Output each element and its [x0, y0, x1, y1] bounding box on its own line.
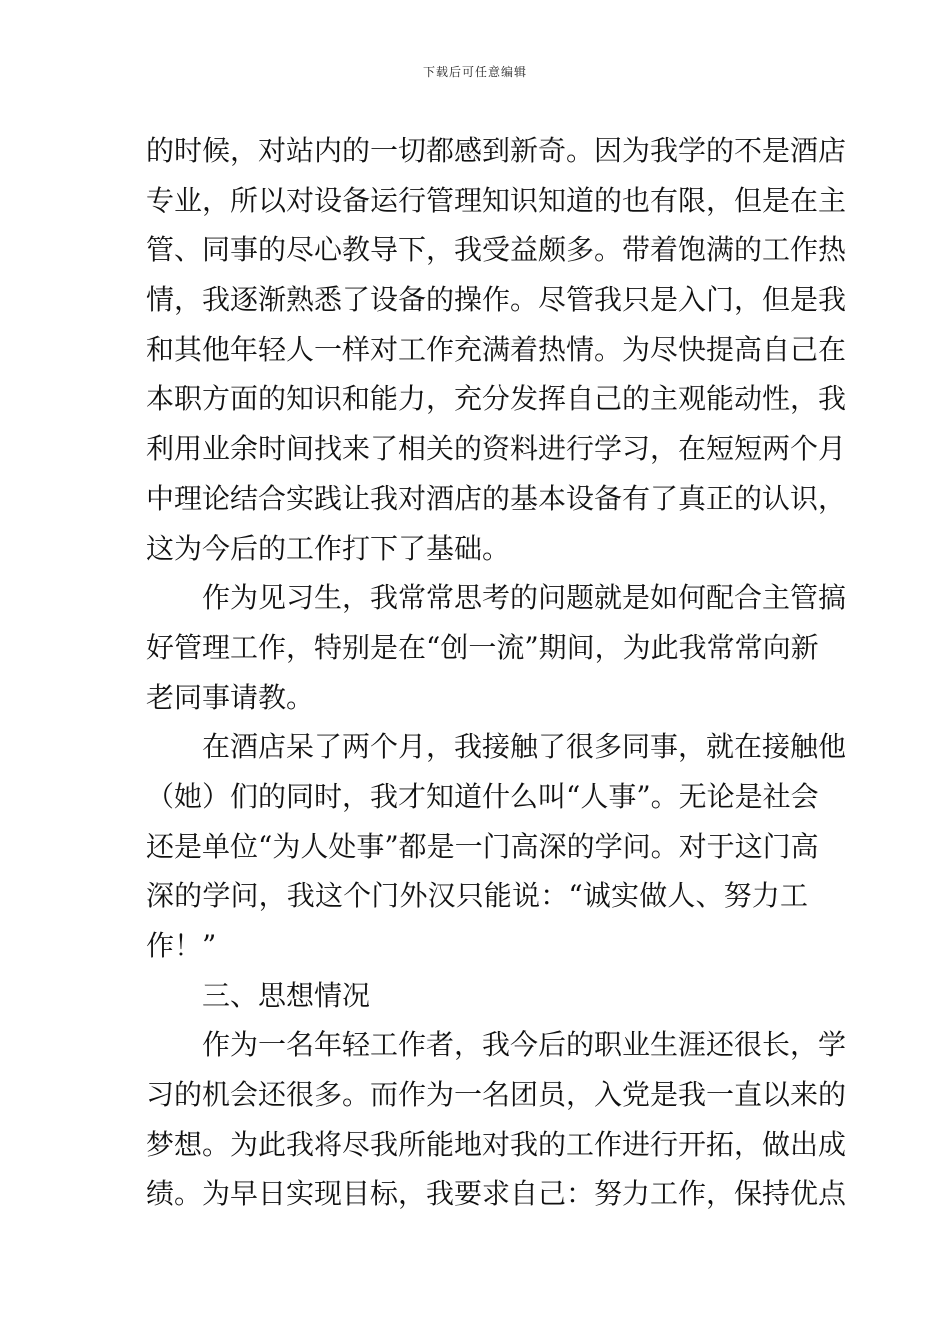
body-line: 好管理工作，特别是在“创一流”期间，为此我常常向新 [146, 630, 819, 664]
body-text [146, 126, 847, 1219]
body-line: 老同事请教。 [146, 680, 315, 714]
page-header: 下载后可任意编辑 [422, 65, 527, 79]
body-line: 深的学问，我这个门外汉只能说：“诚实做人、努力工 [146, 879, 808, 913]
body-line: 习的机会还很多。而作为一名团员，入党是我一直以来的 [146, 1078, 847, 1112]
body-line: 专业，所以对设备运行管理知识知道的也有限，但是在主 [146, 183, 847, 217]
body-line: 情，我逐渐熟悉了设备的操作。尽管我只是入门，但是我 [146, 283, 847, 317]
body-line: 的时候，对站内的一切都感到新奇。因为我学的不是酒店 [146, 134, 847, 167]
body-line: 本职方面的知识和能力，充分发挥自己的主观能动性，我 [146, 382, 847, 416]
body-line: 作为见习生，我常常思考的问题就是如何配合主管搞 [202, 581, 847, 615]
body-line: 作为一名年轻工作者，我今后的职业生涯还很长，学 [202, 1028, 847, 1062]
body-line: 作！” [146, 929, 217, 962]
body-line: 三、思想情况 [202, 978, 371, 1012]
body-line: 绩。为早日实现目标，我要求自己：努力工作，保持优点 [146, 1177, 847, 1211]
body-line: 在酒店呆了两个月，我接触了很多同事，就在接触他 [202, 730, 847, 764]
body-line: 这为今后的工作打下了基础。 [146, 531, 511, 565]
body-line: 管、同事的尽心教导下，我受益颇多。带着饱满的工作热 [146, 233, 847, 267]
body-line: 中理论结合实践让我对酒店的基本设备有了真正的认识， [146, 481, 847, 515]
body-line: （她）们的同时，我才知道什么叫“人事”。无论是社会 [146, 779, 819, 813]
body-line: 还是单位“为人处事”都是一门高深的学问。对于这门高 [146, 829, 819, 863]
body-line: 和其他年轻人一样对工作充满着热情。为尽快提高自己在 [146, 332, 847, 366]
body-line: 利用业余时间找来了相关的资料进行学习，在短短两个月 [146, 432, 847, 466]
body-line: 梦想。为此我将尽我所能地对我的工作进行开拓，做出成 [146, 1127, 847, 1161]
